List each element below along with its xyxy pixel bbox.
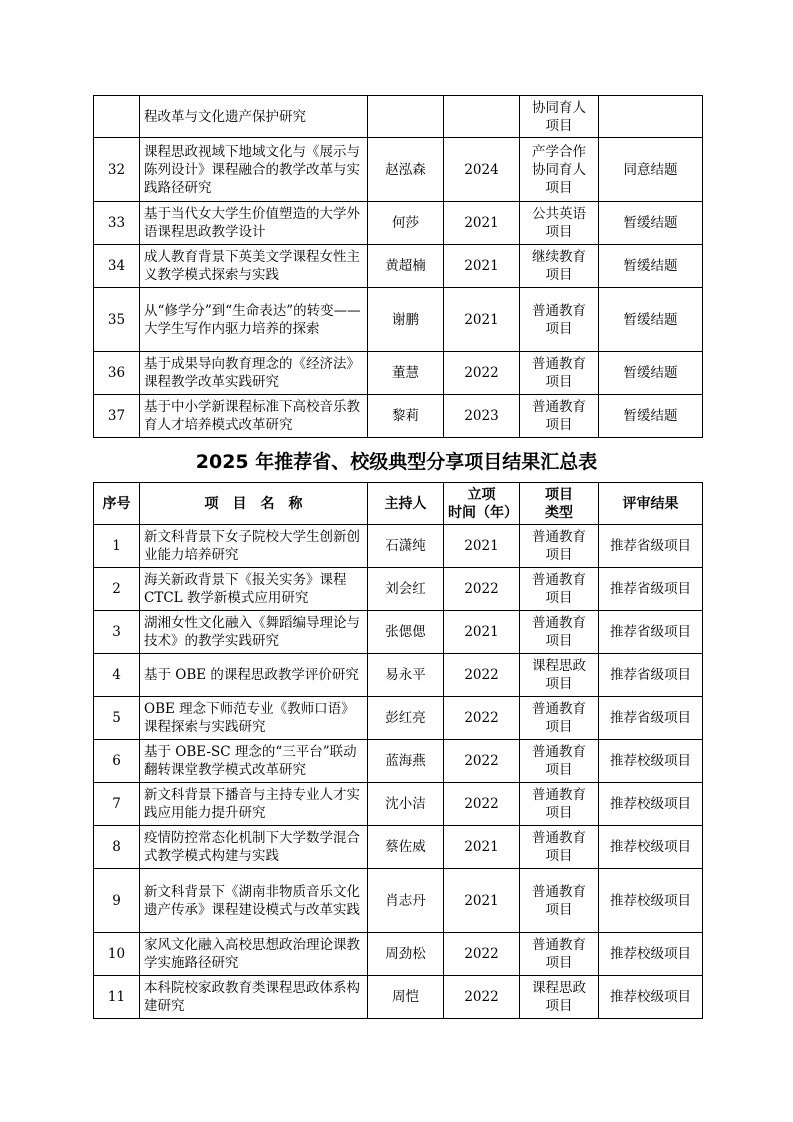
- cell-no: 34: [94, 245, 140, 288]
- table-row: [94, 202, 703, 245]
- cell-year: [444, 96, 520, 138]
- cell-no: 33: [94, 202, 140, 245]
- cell-project-name: 程改革与文化遗产保护研究: [140, 96, 368, 138]
- cell-project-name: 海关新政背景下《报关实务》课程 CTCL 教学新模式应用研究: [140, 568, 368, 611]
- cell-project-name: 新文科背景下播音与主持专业人才实践应用能力提升研究: [140, 783, 368, 826]
- cell-no: 5: [94, 697, 140, 740]
- recommended-projects-table: [93, 482, 703, 1019]
- cell-no: 4: [94, 654, 140, 697]
- cell-project-name: 基于 OBE-SC 理念的“三平台”联动翻转课堂教学模式改革研究: [140, 740, 368, 783]
- cell-host: 何莎: [368, 202, 444, 245]
- cell-result: 推荐校级项目: [599, 826, 703, 869]
- cell-result: 暂缓结题: [599, 288, 703, 352]
- table-row: [94, 96, 703, 138]
- cell-result: 推荐校级项目: [599, 740, 703, 783]
- cell-result: 暂缓结题: [599, 202, 703, 245]
- cell-year: 2021: [444, 611, 520, 654]
- cell-project-name: 从“修学分”到“生命表达”的转变——大学生写作内驱力培养的探索: [140, 288, 368, 352]
- header-result: 评审结果: [599, 483, 703, 525]
- table-row: [94, 245, 703, 288]
- header-name: 项 目 名 称: [140, 483, 368, 525]
- cell-year: 2021: [444, 288, 520, 352]
- cell-year: 2022: [444, 352, 520, 395]
- cell-result: 暂缓结题: [599, 395, 703, 438]
- table-row: [94, 138, 703, 202]
- cell-project-name: 湖湘女性文化融入《舞蹈编导理论与技术》的教学实践研究: [140, 611, 368, 654]
- cell-result: 推荐省级项目: [599, 525, 703, 568]
- cell-year: 2022: [444, 783, 520, 826]
- cell-project-name: 本科院校家政教育类课程思政体系构建研究: [140, 976, 368, 1019]
- cell-no: 9: [94, 869, 140, 933]
- table-row: [94, 525, 703, 568]
- cell-no: 8: [94, 826, 140, 869]
- cell-year: 2022: [444, 568, 520, 611]
- cell-no: 6: [94, 740, 140, 783]
- cell-no: 3: [94, 611, 140, 654]
- table-row: [94, 352, 703, 395]
- cell-type: 普通教育 项目: [520, 611, 599, 654]
- cell-result: 推荐校级项目: [599, 933, 703, 976]
- cell-result: 暂缓结题: [599, 352, 703, 395]
- cell-no: 36: [94, 352, 140, 395]
- cell-result: 推荐校级项目: [599, 869, 703, 933]
- cell-type: 产学合作 协同育人 项目: [520, 138, 599, 202]
- cell-host: 赵泓森: [368, 138, 444, 202]
- header-no: 序号: [94, 483, 140, 525]
- cell-year: 2022: [444, 697, 520, 740]
- cell-project-name: 课程思政视域下地域文化与《展示与陈列设计》课程融合的教学改革与实践路径研究: [140, 138, 368, 202]
- cell-year: 2023: [444, 395, 520, 438]
- cell-host: 蔡佐威: [368, 826, 444, 869]
- cell-host: 黄超楠: [368, 245, 444, 288]
- cell-result: [599, 96, 703, 138]
- table-row: [94, 869, 703, 933]
- cell-type: 普通教育 项目: [520, 869, 599, 933]
- cell-no: 1: [94, 525, 140, 568]
- cell-year: 2021: [444, 202, 520, 245]
- cell-no: 32: [94, 138, 140, 202]
- cell-result: 推荐省级项目: [599, 697, 703, 740]
- cell-host: [368, 96, 444, 138]
- cell-project-name: 成人教育背景下英美文学课程女性主义教学模式探索与实践: [140, 245, 368, 288]
- cell-project-name: 基于成果导向教育理念的《经济法》课程教学改革实践研究: [140, 352, 368, 395]
- table-row: [94, 826, 703, 869]
- cell-type: 普通教育 项目: [520, 697, 599, 740]
- cell-host: 张偲偲: [368, 611, 444, 654]
- cell-project-name: 基于中小学新课程标准下高校音乐教育人才培养模式改革研究: [140, 395, 368, 438]
- cell-no: 7: [94, 783, 140, 826]
- cell-no: 11: [94, 976, 140, 1019]
- cell-type: 普通教育 项目: [520, 826, 599, 869]
- cell-type: 普通教育 项目: [520, 933, 599, 976]
- cell-no: 2: [94, 568, 140, 611]
- cell-type: 继续教育 项目: [520, 245, 599, 288]
- recommended-projects-table-body: [94, 525, 703, 1019]
- cell-host: 周恺: [368, 976, 444, 1019]
- cell-type: 课程思政 项目: [520, 654, 599, 697]
- cell-year: 2022: [444, 654, 520, 697]
- header-year: 立项 时间（年）: [444, 483, 520, 525]
- cell-type: 普通教育 项目: [520, 740, 599, 783]
- cell-result: 推荐校级项目: [599, 783, 703, 826]
- cell-result: 推荐校级项目: [599, 976, 703, 1019]
- cell-host: 易永平: [368, 654, 444, 697]
- cell-result: 推荐省级项目: [599, 611, 703, 654]
- cell-year: 2022: [444, 933, 520, 976]
- cell-type: 普通教育 项目: [520, 568, 599, 611]
- table-row: [94, 740, 703, 783]
- table-row: [94, 395, 703, 438]
- cell-host: 黎莉: [368, 395, 444, 438]
- cell-no: 37: [94, 395, 140, 438]
- cell-year: 2021: [444, 245, 520, 288]
- table-row: [94, 568, 703, 611]
- cell-host: 彭红亮: [368, 697, 444, 740]
- cell-host: 蓝海燕: [368, 740, 444, 783]
- cell-no: [94, 96, 140, 138]
- cell-host: 谢鹏: [368, 288, 444, 352]
- table-row: [94, 933, 703, 976]
- cell-project-name: 家风文化融入高校思想政治理论课教学实施路径研究: [140, 933, 368, 976]
- cell-type: 课程思政 项目: [520, 976, 599, 1019]
- cell-host: 刘会红: [368, 568, 444, 611]
- cell-host: 肖志丹: [368, 869, 444, 933]
- table-row: [94, 783, 703, 826]
- cell-type: 普通教育 项目: [520, 525, 599, 568]
- cell-year: 2021: [444, 869, 520, 933]
- cell-type: 协同育人 项目: [520, 96, 599, 138]
- closing-results-table-body: [94, 96, 703, 438]
- header-type: 项目 类型: [520, 483, 599, 525]
- cell-project-name: 基于当代女大学生价值塑造的大学外语课程思政教学设计: [140, 202, 368, 245]
- table-row: [94, 697, 703, 740]
- cell-year: 2022: [444, 740, 520, 783]
- table-row: [94, 976, 703, 1019]
- cell-result: 同意结题: [599, 138, 703, 202]
- cell-year: 2022: [444, 976, 520, 1019]
- cell-project-name: 疫情防控常态化机制下大学数学混合式教学模式构建与实践: [140, 826, 368, 869]
- cell-host: 周劲松: [368, 933, 444, 976]
- cell-year: 2024: [444, 138, 520, 202]
- cell-host: 董慧: [368, 352, 444, 395]
- section-title: 2025 年推荐省、校级典型分享项目结果汇总表: [195, 451, 598, 473]
- cell-no: 10: [94, 933, 140, 976]
- cell-project-name: 基于 OBE 的课程思政教学评价研究: [140, 654, 368, 697]
- cell-type: 普通教育 项目: [520, 288, 599, 352]
- cell-result: 推荐省级项目: [599, 654, 703, 697]
- cell-host: 沈小洁: [368, 783, 444, 826]
- cell-no: 35: [94, 288, 140, 352]
- table-header-row: [94, 483, 703, 525]
- cell-type: 公共英语 项目: [520, 202, 599, 245]
- cell-year: 2021: [444, 826, 520, 869]
- cell-result: 暂缓结题: [599, 245, 703, 288]
- header-host: 主持人: [368, 483, 444, 525]
- table-row: [94, 611, 703, 654]
- cell-year: 2021: [444, 525, 520, 568]
- closing-results-table: [93, 95, 703, 438]
- cell-type: 普通教育 项目: [520, 783, 599, 826]
- cell-project-name: 新文科背景下女子院校大学生创新创业能力培养研究: [140, 525, 368, 568]
- cell-type: 普通教育 项目: [520, 395, 599, 438]
- cell-host: 石潇纯: [368, 525, 444, 568]
- table-row: [94, 654, 703, 697]
- table-row: [94, 288, 703, 352]
- cell-project-name: OBE 理念下师范专业《教师口语》课程探索与实践研究: [140, 697, 368, 740]
- cell-result: 推荐省级项目: [599, 568, 703, 611]
- cell-project-name: 新文科背景下《湖南非物质音乐文化遗产传承》课程建设模式与改革实践: [140, 869, 368, 933]
- cell-type: 普通教育 项目: [520, 352, 599, 395]
